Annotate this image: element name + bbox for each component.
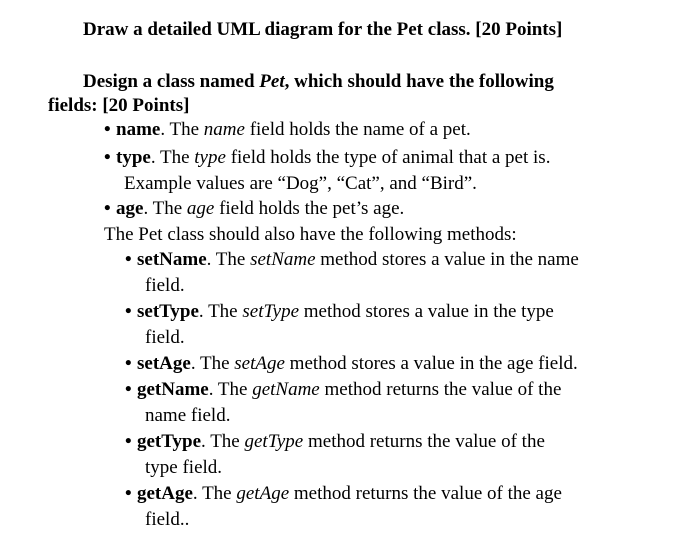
method-text: method returns the value of the age bbox=[289, 483, 562, 504]
method-item-gettype bbox=[125, 430, 545, 454]
field-item-name bbox=[104, 118, 471, 142]
method-text: . The bbox=[198, 301, 243, 322]
field-italic: type bbox=[194, 147, 226, 168]
bullet-icon: • bbox=[125, 249, 132, 270]
page-title: Draw a detailed UML diagram for the Pet class. [20 Points] bbox=[83, 19, 563, 40]
bullet-icon: • bbox=[104, 198, 111, 219]
method-name: getAge bbox=[137, 483, 193, 504]
method-item-getname bbox=[125, 378, 561, 402]
field-italic: name bbox=[203, 119, 245, 140]
method-item-setname bbox=[125, 248, 579, 272]
field-item-type-cont: Example values are “Dog”, “Cat”, and “Bird”. bbox=[124, 173, 477, 194]
method-text: method stores a value in the name bbox=[315, 249, 579, 270]
method-text: . The bbox=[208, 379, 253, 400]
method-italic: setType bbox=[242, 301, 300, 322]
field-text: field holds the name of a pet. bbox=[244, 119, 471, 140]
field-text: field holds the pet’s age. bbox=[214, 198, 405, 219]
field-italic: age bbox=[186, 198, 215, 219]
method-item-gettype-cont: type field. bbox=[145, 457, 223, 478]
method-name: getType bbox=[137, 431, 202, 452]
field-text: field holds the type of animal that a pet is. bbox=[225, 147, 551, 168]
method-name: getName bbox=[137, 379, 209, 400]
method-name: setAge bbox=[137, 353, 191, 374]
method-text: . The bbox=[192, 483, 237, 504]
method-item-getage bbox=[125, 482, 562, 506]
field-name: type bbox=[116, 147, 151, 168]
method-italic: getAge bbox=[236, 483, 290, 504]
bullet-icon: • bbox=[125, 483, 132, 504]
field-name: age bbox=[116, 198, 144, 219]
method-text: . The bbox=[206, 249, 251, 270]
intro-line-2: fields: [20 Points] bbox=[48, 95, 190, 116]
field-item-type bbox=[104, 146, 550, 170]
field-text: . The bbox=[160, 119, 204, 140]
bullet-icon: • bbox=[125, 353, 132, 374]
intro-class-name: Pet bbox=[259, 71, 285, 92]
method-text: . The bbox=[190, 353, 235, 374]
intro-line-1 bbox=[83, 70, 554, 94]
intro-text-a: Design a class named bbox=[83, 71, 260, 92]
method-italic: getType bbox=[244, 431, 304, 452]
intro-text-c: , which should have the following bbox=[284, 71, 554, 92]
field-name: name bbox=[116, 119, 161, 140]
bullet-icon: • bbox=[104, 147, 111, 168]
bullet-icon: • bbox=[125, 301, 132, 322]
method-item-settype bbox=[125, 300, 554, 324]
field-text: . The bbox=[150, 147, 195, 168]
method-text: method stores a value in the type bbox=[299, 301, 554, 322]
bullet-icon: • bbox=[104, 119, 111, 140]
method-text: method returns the value of the bbox=[319, 379, 562, 400]
bullet-icon: • bbox=[125, 431, 132, 452]
method-italic: getName bbox=[252, 379, 320, 400]
field-text: . The bbox=[143, 198, 187, 219]
methods-intro: The Pet class should also have the following methods: bbox=[104, 224, 517, 245]
method-italic: setName bbox=[250, 249, 316, 270]
method-italic: setAge bbox=[234, 353, 285, 374]
bullet-icon: • bbox=[125, 379, 132, 400]
method-text: . The bbox=[201, 431, 245, 452]
method-text: method stores a value in the age field. bbox=[284, 353, 578, 374]
method-name: setName bbox=[137, 249, 207, 270]
method-item-getage-cont: field.. bbox=[145, 509, 190, 530]
field-item-age bbox=[104, 197, 404, 221]
method-name: setType bbox=[137, 301, 199, 322]
method-item-settype-cont: field. bbox=[145, 327, 185, 348]
method-item-getname-cont: name field. bbox=[145, 405, 231, 426]
method-text: method returns the value of the bbox=[303, 431, 545, 452]
method-item-setname-cont: field. bbox=[145, 275, 185, 296]
method-item-setage bbox=[125, 352, 578, 376]
